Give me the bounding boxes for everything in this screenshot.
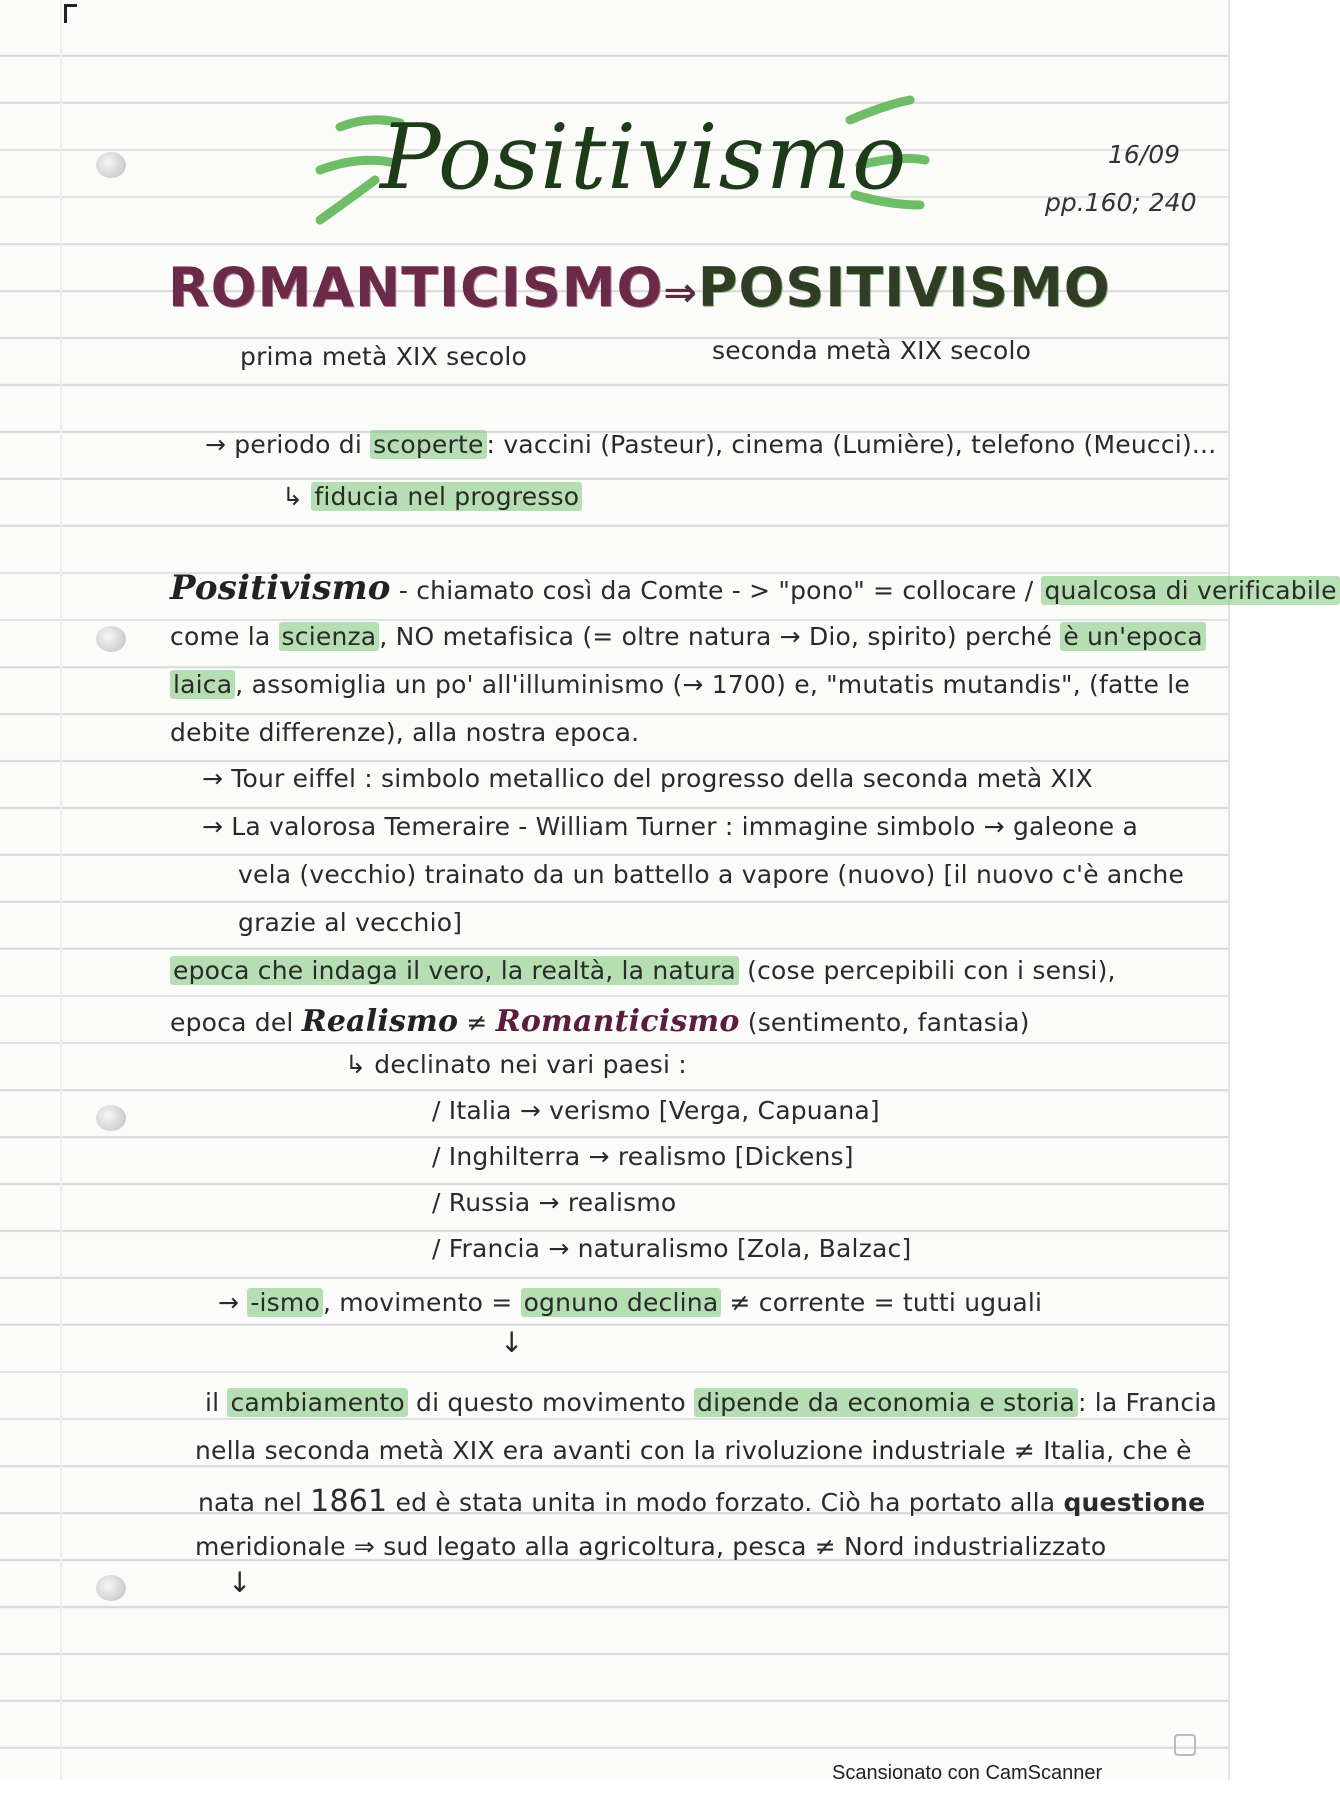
camscanner-icon bbox=[1174, 1734, 1196, 1756]
page-title: Positivismo bbox=[380, 105, 908, 210]
cambiamento-line-3 bbox=[198, 1484, 1205, 1519]
discoveries-highlight: scoperte bbox=[370, 430, 486, 459]
positivismo-line-3 bbox=[170, 670, 1190, 699]
progress-prefix: ↳ bbox=[282, 482, 304, 511]
cambiamento-line-4: meridionale ⇒ sud legato alla agricoltura, pesca ≠ Nord industrializzato bbox=[195, 1532, 1107, 1561]
down-arrow: ↓ bbox=[228, 1566, 252, 1599]
highlight: ognuno declina bbox=[521, 1288, 722, 1317]
corner-mark bbox=[64, 4, 77, 23]
text: ed è stata unita in modo forzato. Ciò ha portato alla bbox=[395, 1488, 1056, 1517]
text: , NO metafisica (= oltre natura → Dio, spirito) perché bbox=[379, 622, 1053, 651]
text: di questo movimento bbox=[416, 1388, 686, 1417]
not-equal: ≠ bbox=[466, 1008, 488, 1037]
text: , movimento = bbox=[322, 1288, 513, 1317]
year-1861: 1861 bbox=[310, 1484, 388, 1519]
realismo-term: Realismo bbox=[301, 1004, 459, 1039]
romanticismo-term: Romanticismo bbox=[495, 1004, 740, 1039]
highlight: dipende da economia e storia bbox=[694, 1388, 1078, 1417]
highlight: cambiamento bbox=[227, 1388, 407, 1417]
cambiamento-line-1 bbox=[205, 1388, 1217, 1417]
ismo-line bbox=[218, 1288, 1042, 1317]
country-italia: / Italia → verismo [Verga, Capuana] bbox=[432, 1096, 880, 1125]
questione-term: questione bbox=[1063, 1488, 1206, 1517]
heading-positivismo: POSITIVISMO bbox=[697, 256, 1111, 319]
highlight: epoca che indaga il vero, la realtà, la natura bbox=[170, 956, 739, 985]
progress-highlight: fiducia nel progresso bbox=[311, 482, 582, 511]
subtitle-right: seconda metà XIX secolo bbox=[712, 336, 1032, 365]
turner-line: → La valorosa Temeraire - William Turner : immagine simbolo → galeone a bbox=[202, 812, 1139, 841]
heading-romanticismo: ROMANTICISMO bbox=[168, 256, 664, 319]
note-date: 16/09 bbox=[1108, 140, 1181, 169]
text: : la Francia bbox=[1077, 1388, 1217, 1417]
country-russia: / Russia → realismo bbox=[432, 1188, 677, 1217]
discoveries-line bbox=[205, 430, 1216, 459]
highlight: è un'epoca bbox=[1060, 622, 1206, 651]
text: come la bbox=[170, 622, 271, 651]
epoca-line-2 bbox=[170, 1004, 1030, 1039]
highlight: scienza bbox=[279, 622, 380, 651]
country-inghilterra: / Inghilterra → realismo [Dickens] bbox=[432, 1142, 854, 1171]
title-block bbox=[300, 95, 940, 235]
epoca-line-1 bbox=[170, 956, 1116, 985]
highlight: -ismo bbox=[247, 1288, 323, 1317]
cambiamento-line-2: nella seconda metà XIX era avanti con la rivoluzione industriale ≠ Italia, che è bbox=[195, 1436, 1192, 1465]
text: - chiamato così da bbox=[398, 576, 633, 605]
binder-hole bbox=[96, 1105, 126, 1131]
text: , assomiglia un po' all'illuminismo (→ 1700) e, "mutatis mutandis", (fatte le bbox=[235, 670, 1190, 699]
main-heading bbox=[168, 256, 1111, 319]
subtitle-left: prima metà XIX secolo bbox=[240, 342, 527, 371]
positivismo-term: Positivismo bbox=[170, 568, 391, 608]
positivismo-line-4: debite differenze), alla nostra epoca. bbox=[170, 718, 640, 747]
country-francia: / Francia → naturalismo [Zola, Balzac] bbox=[432, 1234, 912, 1263]
heading-arrow: ⇒ bbox=[663, 270, 698, 316]
positivismo-line-2 bbox=[170, 622, 1206, 651]
positivismo-line-1 bbox=[170, 568, 1340, 608]
eiffel-line: → Tour eiffel : simbolo metallico del progresso della seconda metà XIX bbox=[202, 764, 1093, 793]
text: epoca del bbox=[170, 1008, 294, 1037]
text: ≠ corrente = tutti uguali bbox=[729, 1288, 1043, 1317]
text: Comte bbox=[640, 576, 724, 605]
text: - > "pono" = collocare / bbox=[731, 576, 1034, 605]
scanner-watermark: Scansionato con CamScanner bbox=[832, 1762, 1103, 1784]
declinato-line: ↳ declinato nei vari paesi : bbox=[345, 1050, 687, 1079]
text: (sentimento, fantasia) bbox=[747, 1008, 1030, 1037]
down-arrow: ↓ bbox=[500, 1326, 524, 1359]
text: (cose percepibili con i sensi), bbox=[747, 956, 1116, 985]
margin-rule bbox=[60, 0, 62, 1780]
binder-hole bbox=[96, 152, 126, 178]
binder-hole bbox=[96, 1575, 126, 1601]
binder-hole bbox=[96, 626, 126, 652]
text: il bbox=[205, 1388, 220, 1417]
progress-line bbox=[282, 482, 582, 511]
arrow: → bbox=[218, 1288, 240, 1317]
turner-line-3: grazie al vecchio] bbox=[238, 908, 463, 937]
turner-line-2: vela (vecchio) trainato da un battello a vapore (nuovo) [il nuovo c'è anche bbox=[238, 860, 1185, 889]
highlight: qualcosa di verificabile bbox=[1041, 576, 1339, 605]
text: nata nel bbox=[198, 1488, 303, 1517]
discoveries-prefix: → periodo di bbox=[205, 430, 362, 459]
page-reference: pp.160; 240 bbox=[1045, 188, 1197, 217]
highlight: laica bbox=[170, 670, 235, 699]
discoveries-rest: : vaccini (Pasteur), cinema (Lumière), telefono (Meucci)... bbox=[486, 430, 1217, 459]
